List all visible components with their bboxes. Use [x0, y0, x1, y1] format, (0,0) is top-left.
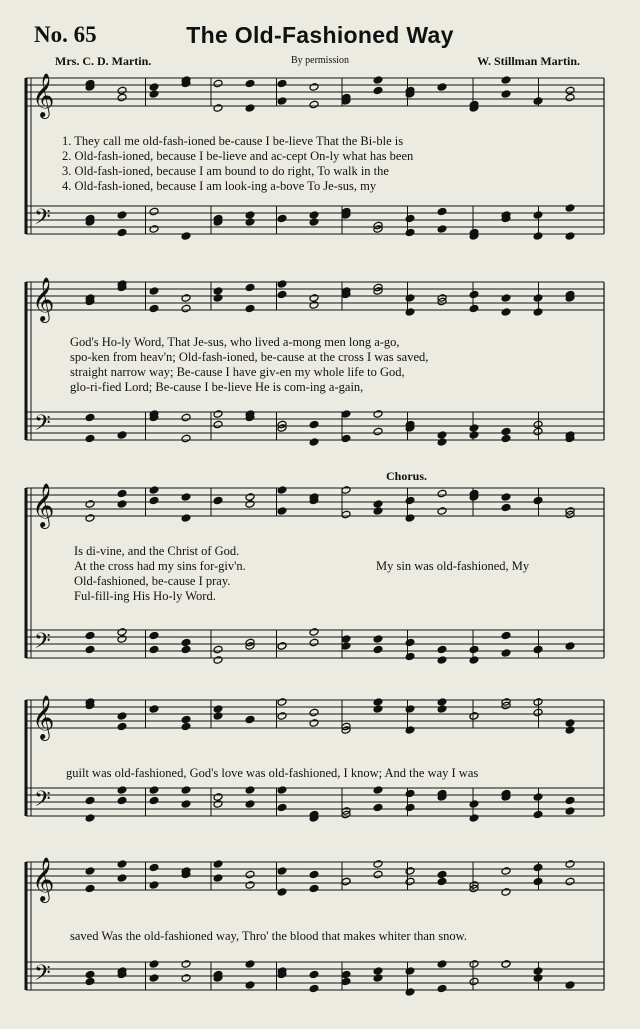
- note-head: [533, 294, 543, 303]
- note-head: [277, 79, 287, 88]
- note-head: [533, 810, 543, 819]
- note-head: [85, 413, 95, 422]
- note-head: [437, 431, 447, 440]
- note-head: [565, 796, 575, 805]
- note-head: [565, 981, 575, 990]
- note-head: [309, 638, 319, 647]
- note-head: [277, 698, 287, 707]
- note-head: [245, 500, 255, 509]
- note-head: [149, 705, 159, 714]
- note-head: [85, 884, 95, 893]
- note-head: [405, 228, 415, 237]
- note-head: [309, 970, 319, 979]
- note-head: [373, 803, 383, 812]
- note-head: [309, 438, 319, 447]
- note-head: [181, 638, 191, 647]
- note-head: [149, 225, 159, 234]
- note-head: [565, 726, 575, 735]
- note-head: [85, 867, 95, 876]
- note-head: [565, 877, 575, 886]
- note-head: [149, 83, 159, 92]
- note-head: [565, 232, 575, 241]
- note-head: [149, 960, 159, 969]
- note-head: [85, 970, 95, 979]
- note-head: [373, 870, 383, 879]
- note-head: [501, 294, 511, 303]
- note-head: [405, 214, 415, 223]
- note-head: [437, 705, 447, 714]
- clef-symbol: 𝄢: [34, 205, 51, 235]
- note-head: [533, 496, 543, 505]
- note-head: [85, 645, 95, 654]
- note-head: [181, 493, 191, 502]
- note-head: [181, 645, 191, 654]
- clef-symbol: 𝄞: [32, 277, 55, 321]
- note-head: [213, 860, 223, 869]
- note-head: [149, 90, 159, 99]
- note-head: [85, 977, 95, 986]
- note-head: [533, 97, 543, 106]
- note-head: [213, 793, 223, 802]
- note-head: [405, 638, 415, 647]
- note-head: [341, 877, 351, 886]
- note-head: [469, 814, 479, 823]
- note-head: [181, 304, 191, 313]
- note-head: [565, 642, 575, 651]
- note-head: [277, 888, 287, 897]
- note-head: [245, 981, 255, 990]
- note-head: [117, 635, 127, 644]
- note-head: [373, 860, 383, 869]
- note-head: [373, 635, 383, 644]
- note-head: [309, 100, 319, 109]
- note-head: [245, 960, 255, 969]
- note-head: [565, 860, 575, 869]
- note-head: [533, 863, 543, 872]
- note-head: [405, 877, 415, 886]
- chorus-lyric-line: My sin was old-fashioned, My: [376, 559, 530, 573]
- note-head: [277, 867, 287, 876]
- note-head: [309, 708, 319, 717]
- note-head: [181, 974, 191, 983]
- note-head: [341, 510, 351, 519]
- note-head: [533, 645, 543, 654]
- note-head: [277, 214, 287, 223]
- note-head: [501, 649, 511, 658]
- lyric-line: 4. Old-fash-ioned, because I am look-ing a-bove To Je-sus, my: [62, 179, 377, 193]
- note-head: [277, 786, 287, 795]
- note-head: [501, 867, 511, 876]
- lyric-line: Is di-vine, and the Christ of God.: [74, 544, 240, 558]
- note-head: [213, 104, 223, 113]
- note-head: [501, 434, 511, 443]
- note-head: [437, 870, 447, 879]
- note-head: [373, 786, 383, 795]
- note-head: [213, 410, 223, 419]
- note-head: [341, 642, 351, 651]
- note-head: [533, 232, 543, 241]
- note-head: [437, 507, 447, 516]
- music-notes: [85, 76, 575, 997]
- hymn-number: No. 65: [34, 22, 97, 47]
- note-head: [373, 507, 383, 516]
- permission-note: By permission: [290, 55, 350, 66]
- note-head: [405, 496, 415, 505]
- note-head: [149, 863, 159, 872]
- note-head: [309, 301, 319, 310]
- note-head: [501, 631, 511, 640]
- note-head: [405, 988, 415, 997]
- lyric-line: 2. Old-fash-ioned, because I be-lieve and ac-cept On-ly what has been: [62, 149, 414, 163]
- note-head: [373, 410, 383, 419]
- note-head: [277, 290, 287, 299]
- note-head: [117, 228, 127, 237]
- lyric-line: 1. They call me old-fash-ioned be-cause I be-lieve That the Bi-ble is: [62, 134, 404, 148]
- note-head: [373, 76, 383, 85]
- lyric-line: glo-ri-fied Lord; Be-cause I be-lieve He is com-ing a-gain,: [70, 380, 364, 394]
- note-head: [565, 719, 575, 728]
- note-head: [309, 420, 319, 429]
- note-head: [405, 726, 415, 735]
- note-head: [181, 800, 191, 809]
- note-head: [341, 434, 351, 443]
- note-head: [309, 719, 319, 728]
- note-head: [501, 960, 511, 969]
- note-head: [117, 211, 127, 220]
- note-head: [213, 287, 223, 296]
- clefs: [32, 73, 54, 991]
- note-head: [309, 870, 319, 879]
- note-head: [373, 967, 383, 976]
- clef-symbol: 𝄢: [34, 629, 51, 659]
- note-head: [533, 793, 543, 802]
- note-head: [565, 86, 575, 95]
- note-head: [277, 97, 287, 106]
- note-head: [405, 967, 415, 976]
- note-head: [277, 507, 287, 516]
- note-head: [341, 410, 351, 419]
- lyric-line: 3. Old-fash-ioned, because I am bound to do right, To walk in the: [62, 164, 389, 178]
- lyric-line: Old-fashioned, be-cause I pray.: [74, 574, 231, 588]
- note-head: [565, 807, 575, 816]
- note-head: [149, 974, 159, 983]
- note-head: [213, 712, 223, 721]
- note-head: [245, 211, 255, 220]
- note-head: [245, 218, 255, 227]
- note-head: [181, 960, 191, 969]
- clef-symbol: 𝄞: [32, 73, 55, 117]
- clef-symbol: 𝄞: [32, 857, 55, 901]
- note-head: [341, 977, 351, 986]
- note-head: [373, 698, 383, 707]
- note-head: [373, 86, 383, 95]
- clef-symbol: 𝄢: [34, 961, 51, 991]
- note-head: [469, 431, 479, 440]
- note-head: [501, 76, 511, 85]
- note-head: [245, 104, 255, 113]
- note-head: [533, 308, 543, 317]
- note-head: [149, 786, 159, 795]
- note-head: [117, 86, 127, 95]
- note-head: [277, 803, 287, 812]
- note-head: [85, 796, 95, 805]
- note-head: [117, 712, 127, 721]
- note-head: [309, 218, 319, 227]
- note-head: [533, 211, 543, 220]
- note-head: [437, 489, 447, 498]
- note-head: [373, 705, 383, 714]
- note-head: [117, 860, 127, 869]
- note-head: [213, 800, 223, 809]
- clef-symbol: 𝄢: [34, 787, 51, 817]
- note-head: [437, 960, 447, 969]
- note-head: [85, 500, 95, 509]
- note-head: [309, 211, 319, 220]
- note-head: [149, 486, 159, 495]
- note-head: [213, 705, 223, 714]
- note-head: [245, 800, 255, 809]
- note-head: [149, 631, 159, 640]
- chorus-label: Chorus.: [386, 469, 428, 483]
- note-head: [277, 642, 287, 651]
- note-head: [181, 715, 191, 724]
- note-head: [437, 984, 447, 993]
- note-head: [309, 83, 319, 92]
- note-head: [469, 712, 479, 721]
- note-head: [181, 722, 191, 731]
- note-head: [213, 656, 223, 665]
- note-head: [501, 427, 511, 436]
- note-head: [85, 631, 95, 640]
- note-head: [437, 645, 447, 654]
- note-head: [501, 308, 511, 317]
- note-head: [213, 496, 223, 505]
- note-head: [117, 786, 127, 795]
- lyric-line: guilt was old-fashioned, God's love was old-fashioned, I know; And the way I was: [66, 766, 479, 780]
- note-head: [85, 514, 95, 523]
- note-head: [341, 486, 351, 495]
- note-head: [341, 635, 351, 644]
- note-head: [469, 977, 479, 986]
- note-head: [405, 652, 415, 661]
- note-head: [405, 294, 415, 303]
- note-head: [437, 225, 447, 234]
- note-head: [469, 960, 479, 969]
- clef-symbol: 𝄞: [32, 695, 55, 739]
- note-head: [149, 304, 159, 313]
- note-head: [213, 645, 223, 654]
- note-head: [533, 967, 543, 976]
- note-head: [85, 434, 95, 443]
- note-head: [117, 796, 127, 805]
- note-head: [117, 489, 127, 498]
- lyric-line: Ful-fill-ing His Ho-ly Word.: [74, 589, 216, 603]
- lyric-line: spo-ken from heav'n; Old-fash-ioned, be-cause at the cross I was saved,: [70, 350, 429, 364]
- note-head: [245, 493, 255, 502]
- note-head: [437, 877, 447, 886]
- note-head: [501, 493, 511, 502]
- note-head: [213, 79, 223, 88]
- note-head: [405, 803, 415, 812]
- note-head: [373, 500, 383, 509]
- note-head: [405, 514, 415, 523]
- lyricist-credit: Mrs. C. D. Martin.: [55, 54, 152, 68]
- note-head: [245, 870, 255, 879]
- note-head: [117, 874, 127, 883]
- note-head: [373, 645, 383, 654]
- lyric-line: God's Ho-ly Word, That Je-sus, who lived a-mong men long a-go,: [70, 335, 400, 349]
- note-head: [213, 420, 223, 429]
- lyric-line: saved Was the old-fashioned way, Thro' the blood that makes whiter than snow.: [70, 929, 467, 943]
- note-head: [181, 232, 191, 241]
- note-head: [213, 294, 223, 303]
- note-head: [117, 500, 127, 509]
- note-head: [149, 496, 159, 505]
- note-head: [245, 79, 255, 88]
- note-head: [181, 294, 191, 303]
- note-head: [501, 888, 511, 897]
- note-head: [533, 974, 543, 983]
- lyric-line: At the cross had my sins for-giv'n.: [74, 559, 246, 573]
- note-head: [501, 503, 511, 512]
- note-head: [373, 427, 383, 436]
- note-head: [181, 434, 191, 443]
- note-head: [469, 800, 479, 809]
- note-head: [341, 970, 351, 979]
- note-head: [437, 698, 447, 707]
- note-head: [469, 645, 479, 654]
- composer-credit: W. Stillman Martin.: [477, 54, 580, 68]
- note-head: [373, 974, 383, 983]
- note-head: [181, 786, 191, 795]
- note-head: [469, 290, 479, 299]
- note-head: [309, 628, 319, 637]
- note-head: [309, 984, 319, 993]
- note-head: [149, 645, 159, 654]
- note-head: [245, 715, 255, 724]
- note-head: [245, 881, 255, 890]
- note-head: [149, 796, 159, 805]
- note-head: [181, 514, 191, 523]
- note-head: [309, 884, 319, 893]
- note-head: [117, 93, 127, 102]
- note-head: [117, 628, 127, 637]
- note-head: [405, 789, 415, 798]
- note-head: [405, 867, 415, 876]
- note-head: [277, 712, 287, 721]
- note-head: [149, 287, 159, 296]
- note-head: [277, 280, 287, 289]
- clef-symbol: 𝄞: [32, 483, 55, 527]
- note-head: [245, 786, 255, 795]
- lyric-line: straight narrow way; Be-cause I have giv-en my whole life to God,: [70, 365, 405, 379]
- note-head: [117, 722, 127, 731]
- hymn-title: The Old-Fashioned Way: [186, 22, 454, 48]
- note-head: [437, 656, 447, 665]
- note-head: [149, 881, 159, 890]
- note-head: [85, 814, 95, 823]
- note-head: [437, 207, 447, 216]
- note-head: [437, 83, 447, 92]
- note-head: [245, 283, 255, 292]
- note-head: [117, 431, 127, 440]
- note-head: [405, 705, 415, 714]
- note-head: [309, 294, 319, 303]
- note-head: [565, 204, 575, 213]
- note-head: [437, 438, 447, 447]
- note-head: [469, 304, 479, 313]
- note-head: [149, 207, 159, 216]
- note-head: [469, 424, 479, 433]
- note-head: [213, 874, 223, 883]
- note-head: [405, 308, 415, 317]
- note-head: [245, 304, 255, 313]
- clef-symbol: 𝄢: [34, 411, 51, 441]
- note-head: [565, 93, 575, 102]
- note-head: [533, 877, 543, 886]
- note-head: [469, 656, 479, 665]
- note-head: [501, 90, 511, 99]
- note-head: [277, 486, 287, 495]
- note-head: [181, 413, 191, 422]
